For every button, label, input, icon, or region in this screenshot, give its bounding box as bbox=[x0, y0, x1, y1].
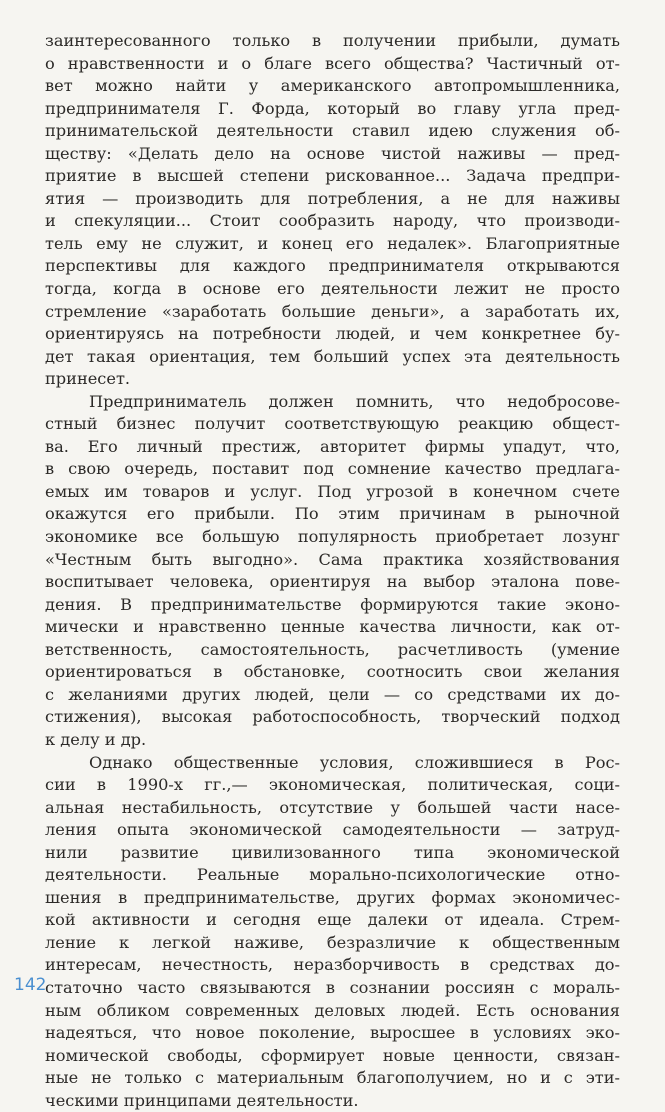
text-line: дения. В предпринимательстве формируются такие эконо- bbox=[45, 594, 620, 614]
text-line: деятельности. Реальные морально-психологические отно- bbox=[45, 865, 620, 885]
paragraph-end-line: к делу и др. bbox=[45, 729, 147, 749]
text-line: стремление «заработать большие деньги», а заработать их, bbox=[45, 301, 620, 321]
text-line: в свою очередь, поставит под сомнение качество предлага- bbox=[45, 459, 620, 479]
text-line: номической свободы, сформирует новые ценности, связан- bbox=[45, 1045, 620, 1065]
text-line: ные не только с материальным благополучием, но и с эти- bbox=[45, 1068, 620, 1088]
text-line: ветственность, самостоятельность, расчетливость (умение bbox=[45, 639, 620, 659]
text-line: ятия — производить для потребления, а не для наживы bbox=[45, 188, 620, 208]
text-line: предпринимателя Г. Форда, который во главу угла пред- bbox=[45, 98, 620, 118]
text-line: и спекуляции... Стоит сообразить народу, что производи- bbox=[45, 211, 620, 231]
text-line: ным обликом современных деловых людей. Есть основания bbox=[45, 1000, 620, 1020]
text-line: стижения), высокая работоспособность, творческий подход bbox=[45, 707, 620, 727]
body-text bbox=[45, 30, 620, 1112]
text-line: стный бизнес получит соответствующую реакцию общест- bbox=[45, 414, 620, 434]
paragraph-first-line: Однако общественные условия, сложившиеся в Рос- bbox=[89, 752, 620, 772]
text-line: вет можно найти у американского автопромышленника, bbox=[45, 76, 620, 96]
text-line: интересам, нечестность, неразборчивость в средствах до- bbox=[45, 955, 620, 975]
text-line: дет такая ориентация, тем больший успех эта деятельность bbox=[45, 346, 620, 366]
text-line: тель ему не служит, и конец его недалек». Благоприятные bbox=[45, 233, 620, 253]
text-line: о нравственности и о благе всего общества? Частичный от- bbox=[45, 53, 620, 73]
text-line: ление к легкой наживе, безразличие к общественным bbox=[45, 932, 620, 952]
page-number: 142 bbox=[14, 975, 47, 995]
paragraph-end-line: принесет. bbox=[45, 369, 131, 389]
text-line: перспективы для каждого предпринимателя открываются bbox=[45, 256, 620, 276]
text-line: ориентироваться в обстановке, соотносить свои желания bbox=[45, 662, 620, 682]
text-line: ществу: «Делать дело на основе чистой наживы — пред- bbox=[45, 143, 620, 163]
text-line: кой активности и сегодня еще далеки от идеала. Стрем- bbox=[45, 910, 620, 930]
text-line: мически и нравственно ценные качества личности, как от- bbox=[45, 617, 620, 637]
text-line: ориентируясь на потребности людей, и чем конкретнее бу- bbox=[45, 324, 620, 344]
text-line: ва. Его личный престиж, авторитет фирмы упадут, что, bbox=[45, 436, 620, 456]
text-line: «Честным быть выгодно». Сама практика хозяйствования bbox=[45, 549, 620, 569]
text-line: сии в 1990-х гг.,— экономическая, политическая, соци- bbox=[45, 775, 620, 795]
text-line: заинтересованного только в получении прибыли, думать bbox=[45, 31, 620, 50]
text-line: нили развитие цивилизованного типа экономической bbox=[45, 842, 620, 862]
text-line: воспитывает человека, ориентируя на выбор эталона пове- bbox=[45, 572, 620, 592]
text-line: приятие в высшей степени рискованное... Задача предпри- bbox=[45, 166, 620, 186]
text-line: с желаниями других людей, цели — со средствами их до- bbox=[45, 684, 620, 704]
text-line: статочно часто связываются в сознании россиян с мораль- bbox=[45, 977, 620, 997]
text-line: экономике все большую популярность приобретает лозунг bbox=[45, 527, 620, 547]
text-line: окажутся его прибыли. По этим причинам в рыночной bbox=[45, 504, 620, 524]
paragraph-end-line: ческими принципами деятельности. bbox=[45, 1090, 359, 1110]
text-line: тогда, когда в основе его деятельности лежит не просто bbox=[45, 279, 620, 299]
text-line: альная нестабильность, отсутствие у большей части насе- bbox=[45, 797, 620, 817]
text-line: шения в предпринимательстве, других формах экономичес- bbox=[45, 887, 620, 907]
text-line: ления опыта экономической самодеятельности — затруд- bbox=[45, 820, 620, 840]
text-line: надеяться, что новое поколение, выросшее в условиях эко- bbox=[45, 1023, 620, 1043]
text-line: принимательской деятельности ставил идею служения об- bbox=[45, 121, 620, 141]
text-line: емых им товаров и услуг. Под угрозой в конечном счете bbox=[45, 481, 620, 501]
paragraph-first-line: Предприниматель должен помнить, что недобросове- bbox=[89, 391, 620, 411]
